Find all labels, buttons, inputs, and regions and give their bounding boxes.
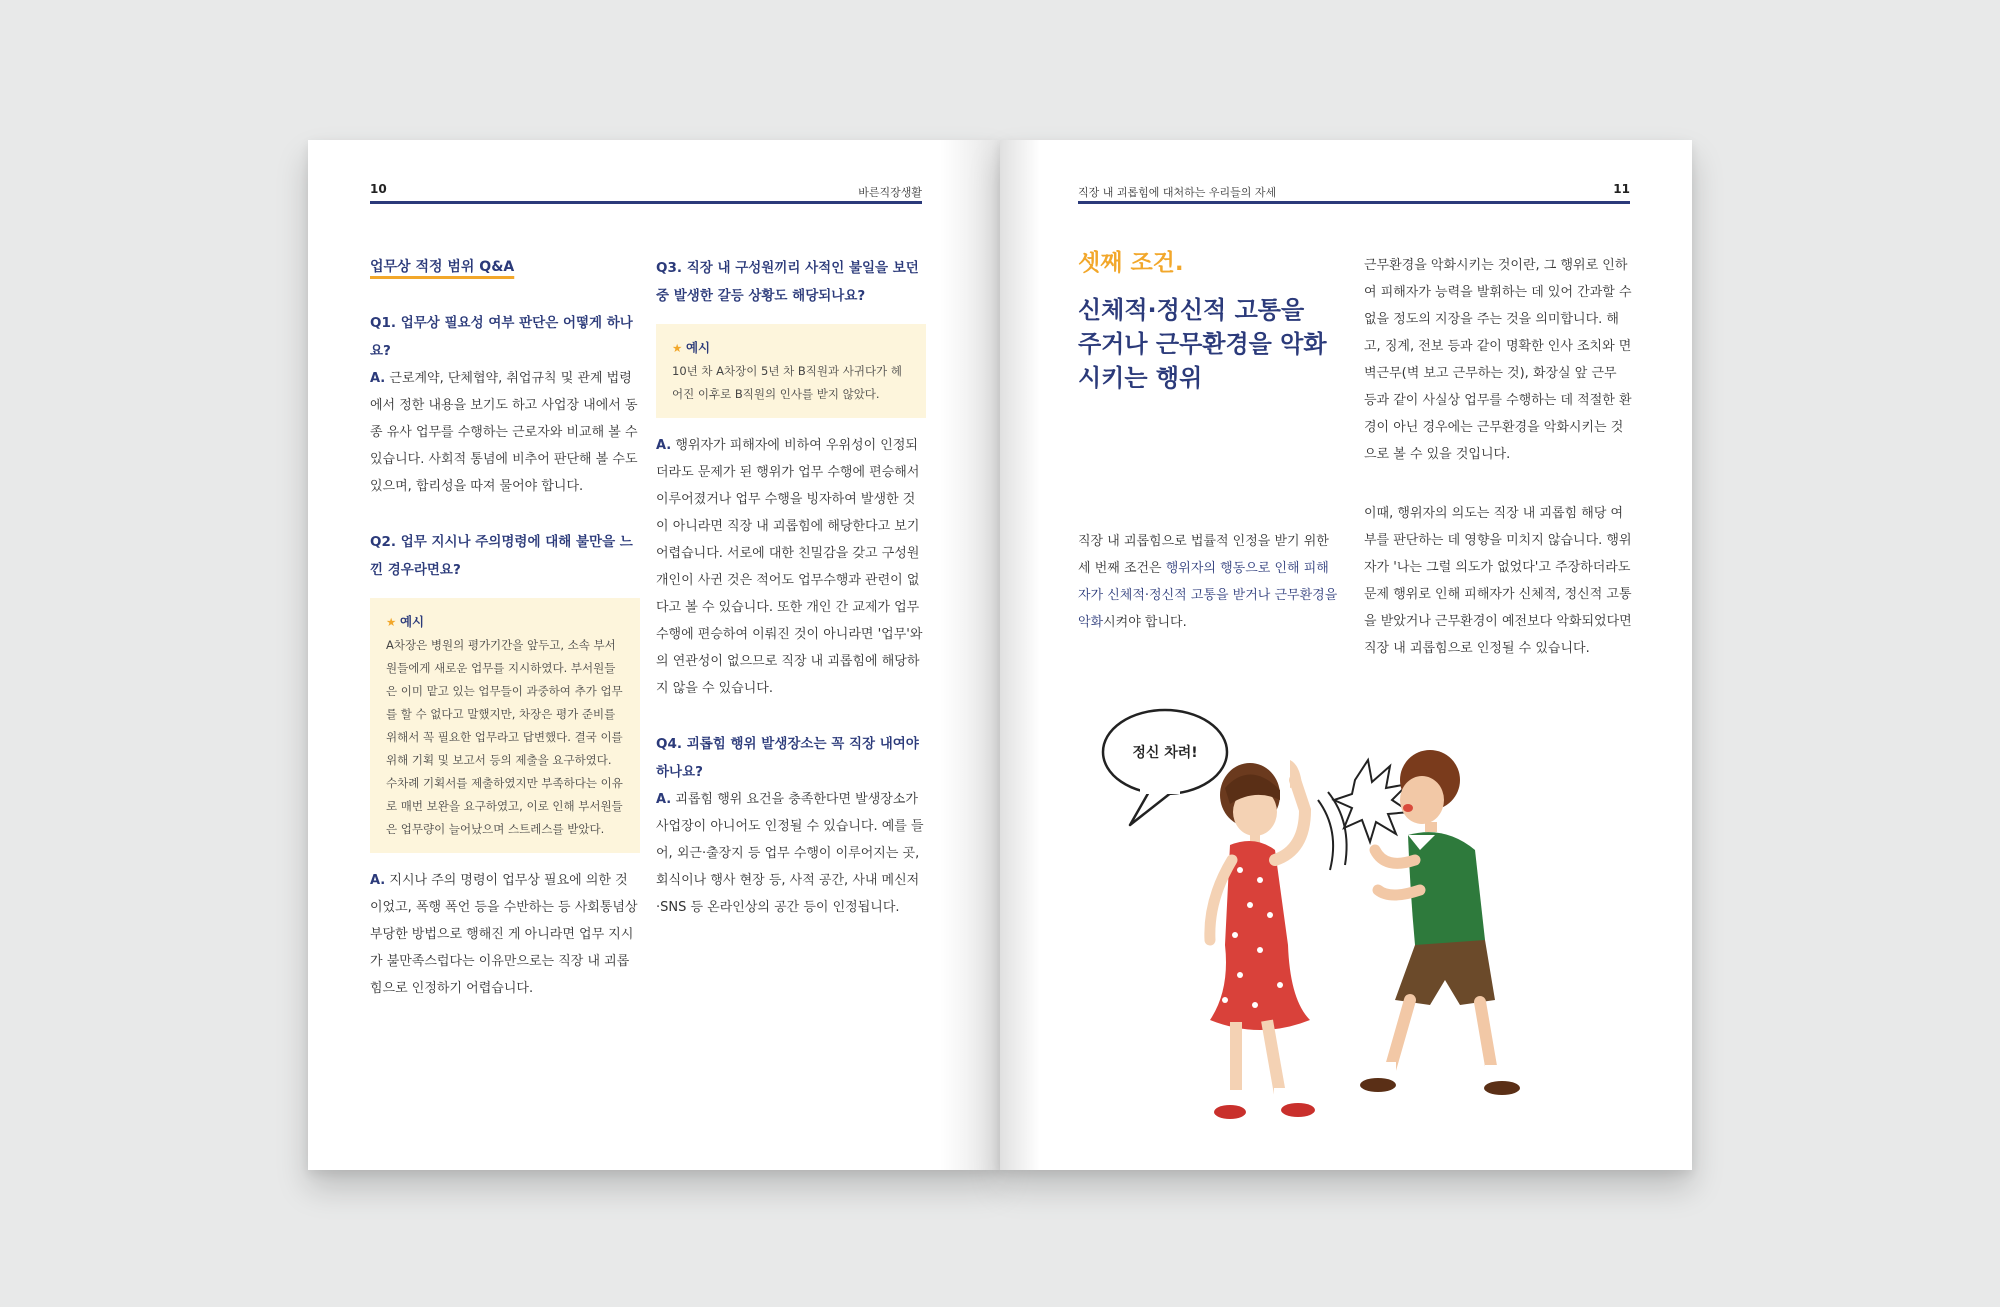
answer-body: 행위자가 피해자에 비하여 우위성이 인정되더라도 문제가 된 행위가 업무 수행에 편승해서 이루어졌거나 업무 수행을 빙자하여 발생한 것이 아니라면 직장 내 괴롭힘에 해당한다고 보기 어렵습니다. 서로에 대한 친밀감을 갖고 구성원 개인이 사귄 것은 적어도 업무수행과 관련이 없다고 볼 수 있습니다. 또한 개인 간 교제가 업무 수행에 편승하여 이뤄진 것이 아니라면 '업무'와의 연관성이 없으므로 직장 내 괴롭힘에 해당하지 않을 수 있습니다. xyxy=(656,438,923,696)
example-label: 예시 xyxy=(685,340,711,355)
example-box xyxy=(656,324,926,418)
example-text: A차장은 병원의 평가기간을 앞두고, 소속 부서원들에게 새로운 업무를 지시하였다. 부서원들은 이미 맡고 있는 업무들이 과중하여 추가 업무를 할 수 없다고 말했지만, 차장은 평가 준비를 위해서 꼭 필요한 업무라고 답변했다. 결국 이를 위해 기획 및 보고서 등의 제출을 요구하였다. 수차례 기획서를 제출하였지만 부족하다는 이유로 매번 보완을 요구하였고, 이로 인해 부서원들은 업무량이 늘어났으며 스트레스를 받았다. xyxy=(386,638,623,836)
illustration xyxy=(1090,700,1530,1170)
intro-highlight: 행위자의 행동으로 인해 피해자가 신체적·정신적 고통을 받거나 근무환경을 악화 xyxy=(1078,561,1338,630)
page-number: 11 xyxy=(1613,182,1630,196)
answer-body: 지시나 주의 명령이 업무상 필요에 의한 것이었고, 폭행 폭언 등을 수반하는 등 사회통념상 부당한 방법으로 행해진 게 아니라면 업무 지시가 불만족스럽다는 이유만으로는 직장 내 괴롭힘으로 인정하기 어렵습니다. xyxy=(370,873,638,996)
argument-illustration xyxy=(1090,700,1530,1170)
qa-item-q4 xyxy=(656,730,926,921)
answer-mark: A. xyxy=(656,792,672,807)
example-box xyxy=(370,598,640,853)
body-paragraph-1: 근무환경을 악화시키는 것이란, 그 행위로 인하여 피해자가 능력을 발휘하는 데 있어 간과할 수 없을 정도의 지장을 주는 것을 의미합니다. 해고, 징계, 전보 등과 같이 명확한 인사 조치와 면벽근무(벽 보고 근무하는 것), 화장실 앞 근무 등과 같이 사실상 업무를 수행하는 데 적절한 환경이 아닌 경우에는 근무환경을 악화시키는 것으로 볼 수 있을 것입니다. xyxy=(1364,258,1632,462)
right-column xyxy=(656,254,926,921)
qa-item-q3 xyxy=(656,254,926,702)
answer-text xyxy=(370,365,640,500)
example-header xyxy=(386,610,626,634)
left-column xyxy=(370,254,640,1002)
example-label: 예시 xyxy=(399,614,425,629)
star-icon: ★ xyxy=(672,341,683,355)
answer-text xyxy=(370,867,640,1002)
right-page xyxy=(1000,140,1692,1170)
speech-bubble-text: 정신 차려! xyxy=(1132,745,1198,761)
section-title: 업무상 적정 범위 Q&A xyxy=(370,259,515,275)
body-column xyxy=(1364,252,1632,662)
question-title: Q2. 업무 지시나 주의명령에 대해 불만을 느낀 경우라면요? xyxy=(370,534,633,578)
intro-text-post: 시켜야 합니다. xyxy=(1103,615,1187,630)
body-paragraph-2: 이때, 행위자의 의도는 직장 내 괴롭힘 해당 여부를 판단하는 데 영향을 미치지 않습니다. 행위자가 '나는 그럴 의도가 없었다'고 주장하더라도 문제 행위로 인해 피해자가 신체적, 정신적 고통을 받았거나 근무환경이 예전보다 악화되었다면 직장 내 괴롭힘으로 인정될 수 있습니다. xyxy=(1364,506,1632,656)
condition-number: 셋째 조건. xyxy=(1078,250,1184,276)
left-page xyxy=(308,140,1000,1170)
answer-text xyxy=(656,432,926,702)
answer-mark: A. xyxy=(656,438,672,453)
question-title: Q3. 직장 내 구성원끼리 사적인 불일을 보던 중 발생한 갈등 상황도 해당되나요? xyxy=(656,260,919,304)
qa-item-q1 xyxy=(370,309,640,500)
running-header xyxy=(370,180,922,204)
gutter-shadow xyxy=(1000,140,1040,1170)
answer-mark: A. xyxy=(370,371,386,386)
running-title: 바른직장생활 xyxy=(858,186,922,199)
star-icon: ★ xyxy=(386,615,397,629)
answer-body: 괴롭힘 행위 요건을 충족한다면 발생장소가 사업장이 아니어도 인정될 수 있습니다. 예를 들어, 외근·출장지 등 업무 수행이 이루어지는 곳, 회식이나 행사 현장 등, 사적 공간, 사내 메신저·SNS 등 온라인상의 공간 등이 인정됩니다. xyxy=(656,792,924,915)
speech-bubble-tail xyxy=(1130,790,1172,825)
question-title: Q4. 괴롭힘 행위 발생장소는 꼭 직장 내여야 하나요? xyxy=(656,736,919,780)
intro-paragraph xyxy=(1078,528,1338,636)
gutter-shadow xyxy=(940,140,1000,1170)
answer-body: 근로계약, 단체협약, 취업규칙 및 관계 법령에서 정한 내용을 보기도 하고 사업장 내에서 동종 유사 업무를 수행하는 근로자와 비교해 볼 수 있습니다. 사회적 통념에 비추어 판단해 볼 수도 있으며, 합리성을 따져 물어야 합니다. xyxy=(370,371,638,494)
answer-text xyxy=(656,786,926,921)
running-title: 직장 내 괴롭힘에 대처하는 우리들의 자세 xyxy=(1078,186,1277,199)
running-header xyxy=(1078,180,1630,204)
example-header xyxy=(672,336,912,360)
bubble-tail-mask xyxy=(1140,786,1180,794)
qa-item-q2 xyxy=(370,528,640,1002)
intro-text-pre: 직장 내 괴롭힘으로 법률적 인정을 받기 위한 세 번째 조건은 xyxy=(1078,534,1329,576)
answer-mark: A. xyxy=(370,873,386,888)
question-title: Q1. 업무상 필요성 여부 판단은 어떻게 하나요? xyxy=(370,315,633,359)
girl-figure xyxy=(1210,760,1315,1119)
condition-heading xyxy=(1078,250,1328,395)
page-number: 10 xyxy=(370,182,387,196)
condition-title: 신체적·정신적 고통을 주거나 근무환경을 악화시키는 행위 xyxy=(1078,296,1327,392)
example-text: 10년 차 A차장이 5년 차 B직원과 사귀다가 헤어진 이후로 B직원의 인사를 받지 않았다. xyxy=(672,364,902,401)
